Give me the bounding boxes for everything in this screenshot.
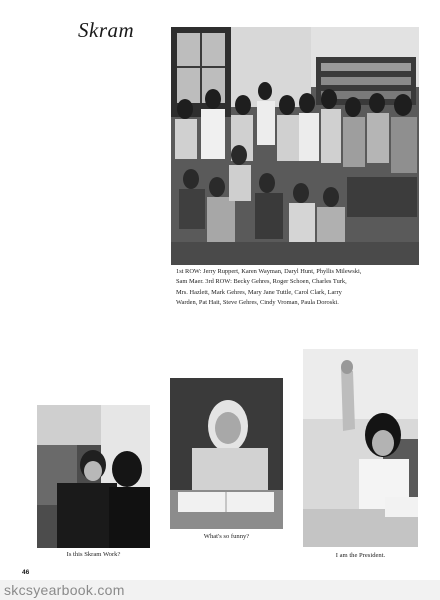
group-photo-caption [176,267,424,309]
candid-caption-2: What's so funny? [203,533,250,540]
candid-caption-1: Is this Skram Work? [66,551,121,558]
caption-line: Warden, Pat Hait, Steve Gehres, Cindy Vroman, Paula Doroski. [176,299,339,307]
group-photo-image [171,27,419,265]
watermark: skcsyearbook.com [0,580,440,600]
candid-photo-3 [303,349,418,547]
caption-line: Sam Maer. 3rd ROW: Becky Gehres, Roger Schoen, Charles Turk, [176,278,347,286]
candid-caption-3: I am the President. [335,552,386,559]
group-photo [171,27,419,265]
candid-photo-2 [170,378,283,529]
caption-line: 1st ROW: Jerry Ruppert, Karen Wayman, Daryl Hunt, Phyllis Milewski, [176,268,362,275]
page-title: Skram [78,18,135,42]
page-number: 46 [22,569,30,576]
candid-photo-3-image [303,349,418,547]
candid-photo-1 [37,405,150,548]
caption-line: Mrs. Hazlett, Mark Gehres, Mary Jane Tuttle, Carol Clark, Larry [176,288,342,296]
candid-photo-2-image [170,378,283,529]
candid-photo-1-image [37,405,150,548]
